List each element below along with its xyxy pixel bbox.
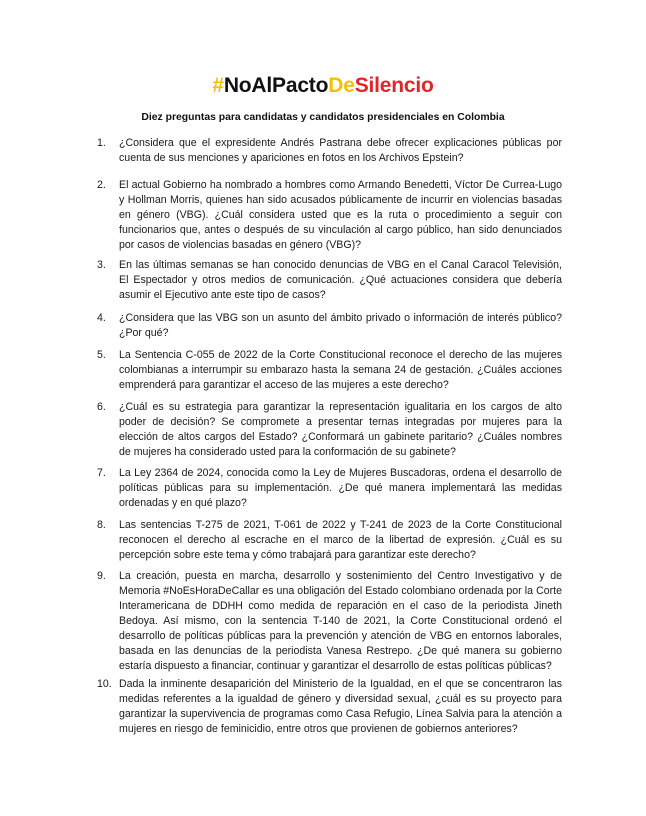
question-text: ¿Considera que las VBG son un asunto del ámbito privado o información de interés público? ¿Por qué? — [119, 312, 562, 339]
question-text: Las sentencias T-275 de 2021, T-061 de 2022 y T-241 de 2023 de la Corte Constitucional reconocen el derecho al escrache en el marco de la libertad de expresión. ¿Cuál es su percepción sobre este tema y cómo trabajará para garantizar este derecho? — [119, 519, 562, 561]
question-number: 6. — [97, 401, 106, 413]
question-text: ¿Cuál es su estrategia para garantizar la representación igualitaria en los cargos de alto poder de decisión? Se compromete a presentar ternas integradas por mujeres para la elección de altos cargos del Estado? ¿Conformará un gabinete paritario? ¿Cuáles nombres de mujeres ha considerado usted para la conformación de su gabinete? — [119, 401, 562, 458]
question-number: 5. — [97, 349, 106, 361]
question-text: ¿Considera que el expresidente Andrés Pastrana debe ofrecer explicaciones públicas por cuenta de sus menciones y apariciones en fotos en los Archivos Epstein? — [119, 137, 562, 164]
hashtag-part-de: De — [328, 74, 355, 97]
question-text: La Sentencia C-055 de 2022 de la Corte Constitucional reconoce el derecho de las mujeres colombianas a interrumpir su embarazo hasta la semana 24 de gestación. ¿Cuáles acciones emprenderá para garantizar el acceso de las mujeres a este derecho? — [119, 349, 562, 391]
question-number: 10. — [97, 678, 112, 690]
question-text: En las últimas semanas se han conocido denuncias de VBG en el Canal Caracol Televisión, El Espectador y otros medios de comunicación. ¿Qué actuaciones considera que debería asumir el Ejecutivo ante este tipo de casos? — [119, 259, 562, 301]
hashtag-title — [0, 74, 646, 98]
question-text: El actual Gobierno ha nombrado a hombres como Armando Benedetti, Víctor De Currea-Lugo y Hollman Morris, quienes han sido acusados públicamente de incurrir en violencias basadas en género (VBG). ¿Cuál considera usted que es la ruta o procedimiento a seguir con funcionarios que, antes o después de su vinculación al cargo público, han sido denunciados por casos de violencias basadas en género (VBG)? — [119, 179, 562, 251]
question-number: 9. — [97, 570, 106, 582]
question-number: 1. — [97, 137, 106, 149]
hashtag-part-silencio: Silencio — [354, 74, 434, 97]
question-number: 2. — [97, 179, 106, 191]
question-text: La Ley 2364 de 2024, conocida como la Ley de Mujeres Buscadoras, ordena el desarrollo de políticas públicas para su implementación. ¿De qué manera implementará las medidas ordenadas y en qué plazo? — [119, 467, 562, 509]
question-text: Dada la inminente desaparición del Ministerio de la Igualdad, en el que se concentraron las medidas referentes a la igualdad de género y diversidad sexual, ¿cuál es su proyecto para garantizar la supervivencia de programas como Casa Refugio, Línea Salvia para la atención a mujeres en riesgo de feminicidio, entre otros que provienen de gobiernos anteriores? — [119, 678, 562, 735]
hashtag-part-noalpacto: NoAlPacto — [223, 74, 329, 97]
hashtag-symbol: # — [212, 74, 224, 97]
document-subtitle: Diez preguntas para candidatas y candidatos presidenciales en Colombia — [141, 112, 505, 123]
question-number: 7. — [97, 467, 106, 479]
question-number: 8. — [97, 519, 106, 531]
question-text: La creación, puesta en marcha, desarrollo y sostenimiento del Centro Investigativo y de Memoria #NoEsHoraDeCallar es una obligación del Estado colombiano ordenada por la Corte Interamericana de DDHH como medida de reparación en el caso de la periodista Jineth Bedoya. Así mismo, con la sentencia T-140 de 2021, la Corte Constitucional ordenó el desarrollo de políticas públicas para la prevención y atención de VBG en entornos laborales, basada en las denuncias de la periodista Vanesa Restrepo. ¿De qué manera su gobierno estaría dispuesto a financiar, continuar y garantizar el desarrollo de estas políticas públicas? — [119, 570, 562, 672]
question-number: 4. — [97, 312, 106, 324]
question-number: 3. — [97, 259, 106, 271]
